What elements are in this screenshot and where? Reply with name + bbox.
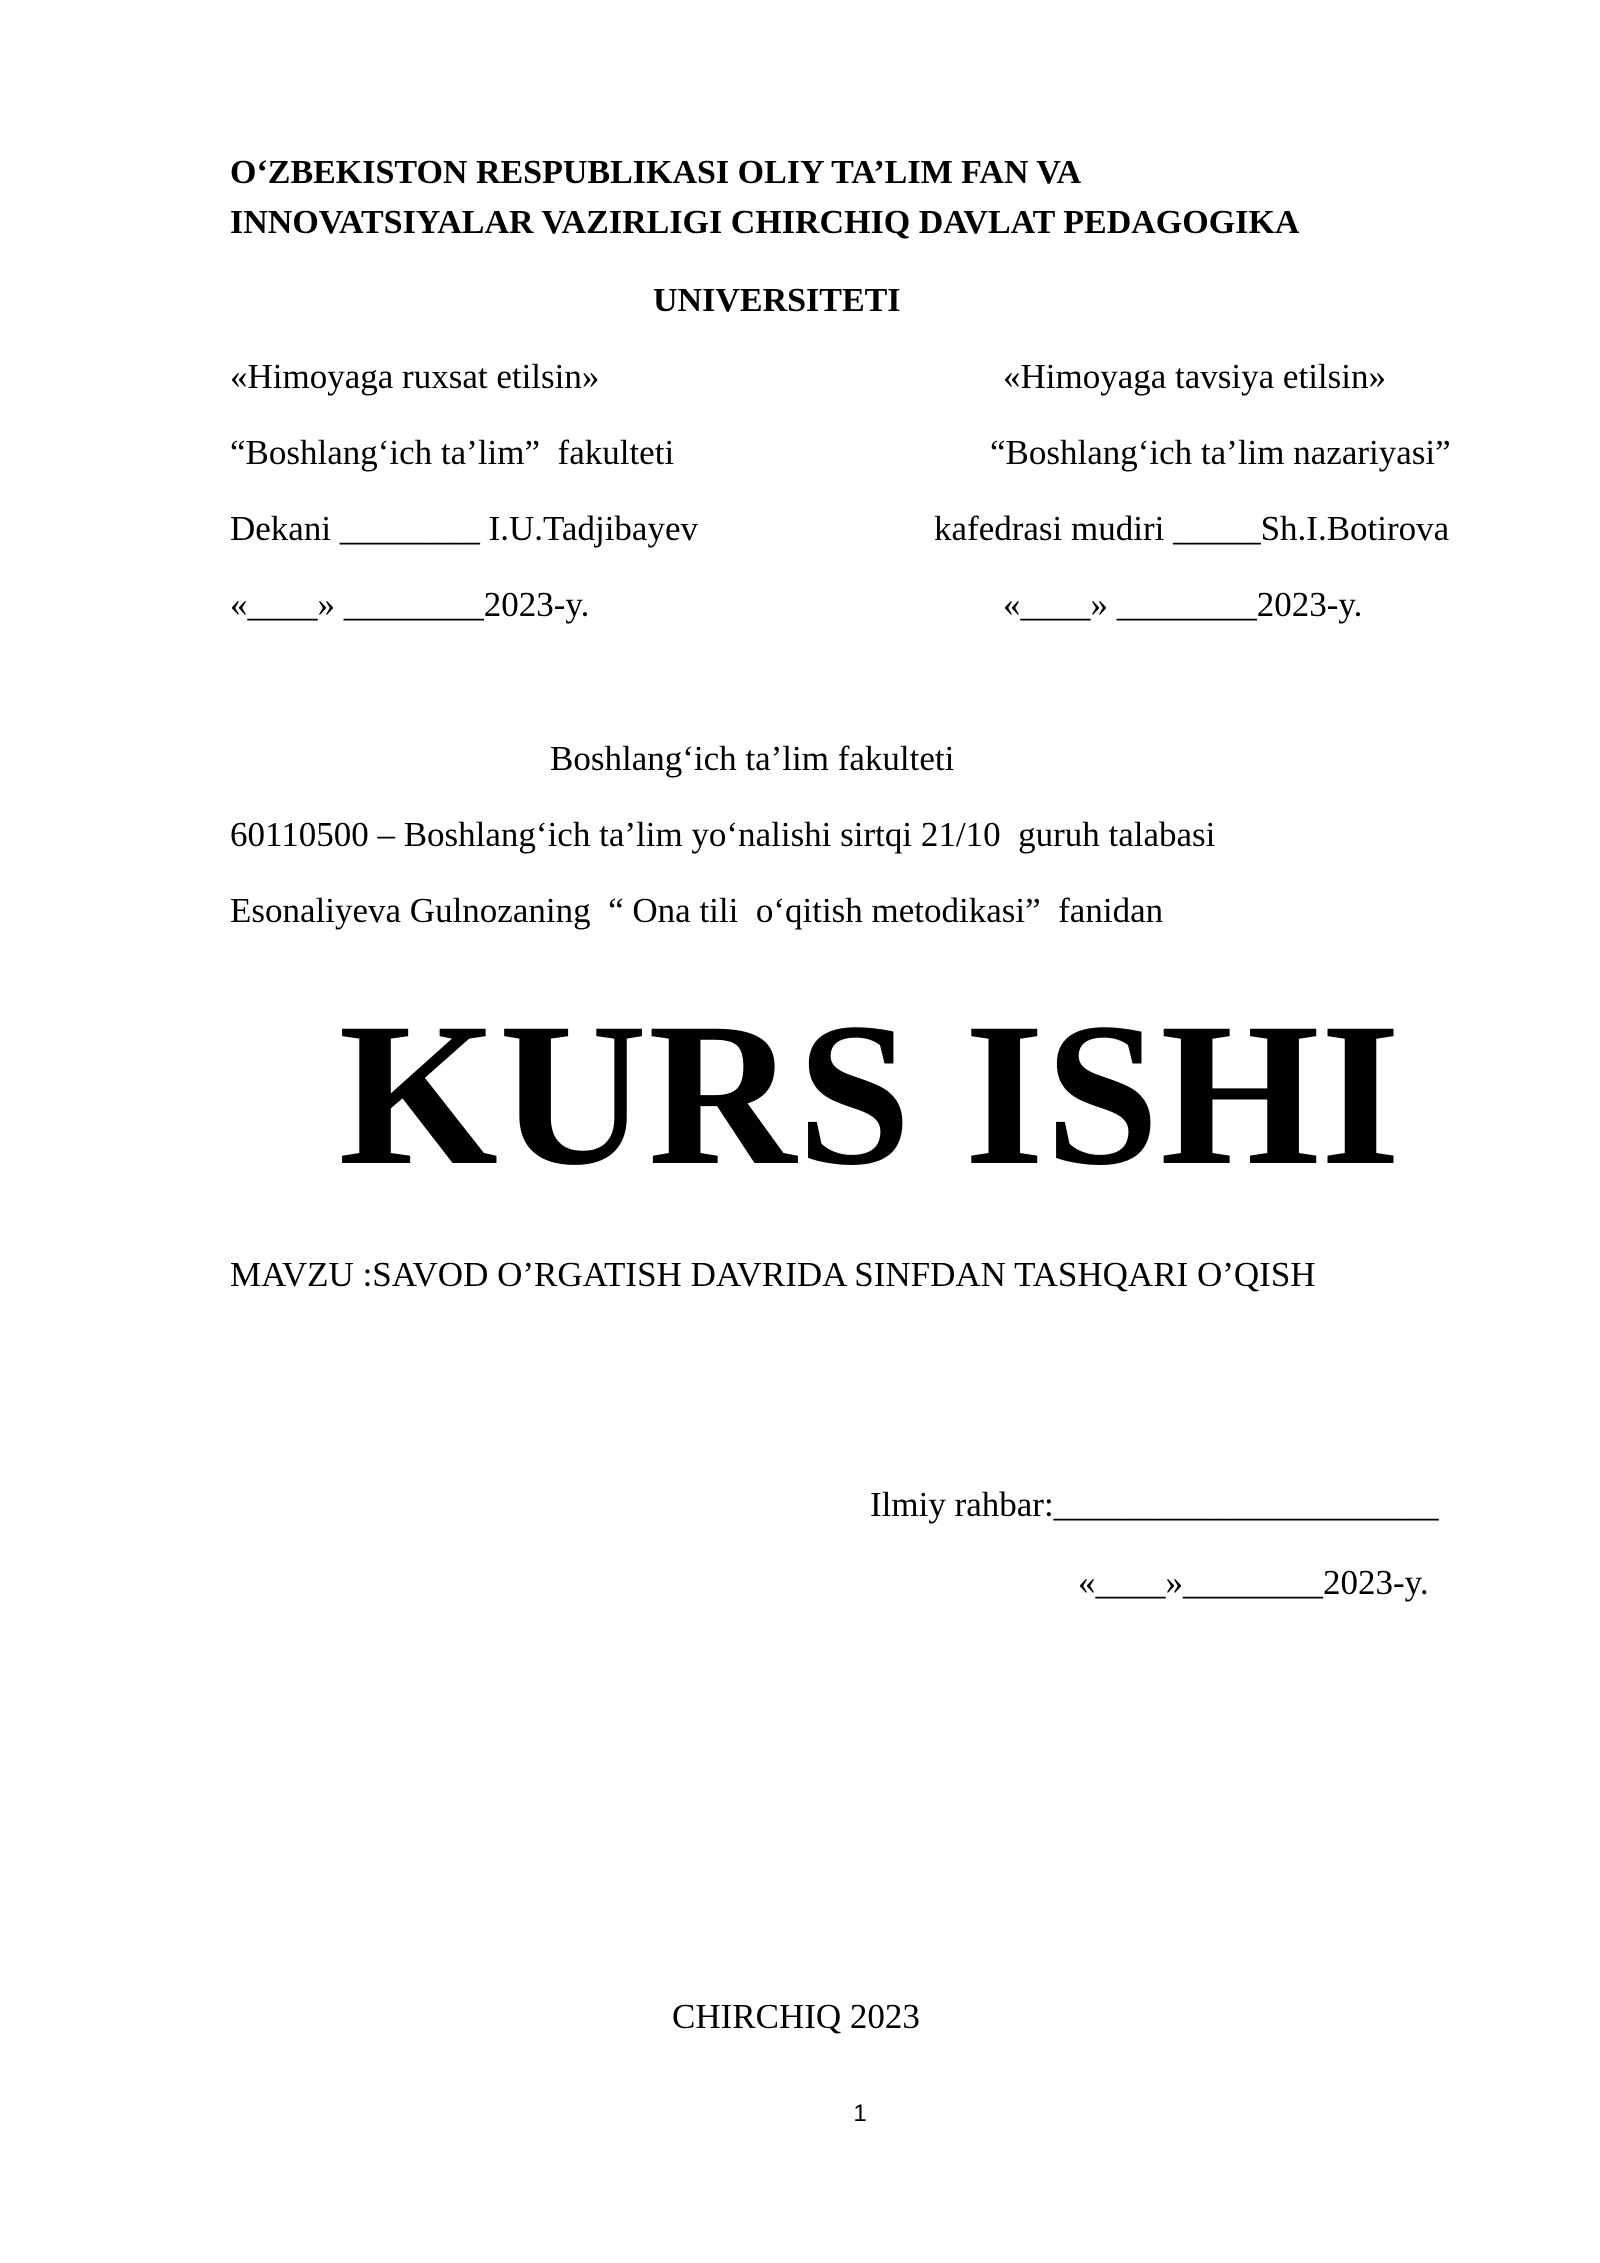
approval-right-head: kafedrasi mudiri _____Sh.I.Botirova	[934, 509, 1450, 548]
approval-left-title: «Himoyaga ruxsat etilsin»	[230, 357, 600, 396]
student-faculty: Boshlang‘ich ta’lim fakulteti	[550, 739, 955, 778]
topic: MAVZU :SAVOD O’RGATISH DAVRIDA SINFDAN TASHQARI O’QISH	[230, 1255, 1316, 1294]
university-name: UNIVERSITETI	[653, 282, 901, 319]
student-program: 60110500 – Boshlang‘ich ta’lim yo‘nalishi sirtqi 21/10 guruh talabasi	[230, 815, 1216, 854]
approval-left-date: «____» ________2023-y.	[230, 585, 590, 624]
ministry-header-line-1: O‘ZBEKISTON RESPUBLIKASI OLIY TA’LIM FAN VA	[230, 154, 1082, 191]
approval-right-date: «____» ________2023-y.	[1003, 585, 1363, 624]
student-name-subject: Esonaliyeva Gulnozaning “ Ona tili o‘qitish metodikasi” fanidan	[230, 891, 1164, 930]
ministry-header-line-2: INNOVATSIYALAR VAZIRLIGI CHIRCHIQ DAVLAT PEDAGOGIKA	[230, 204, 1300, 241]
page-number: 1	[853, 2100, 867, 2127]
document-type-title: KURS ISHI	[338, 981, 1402, 1208]
approval-left-dean: Dekani ________ I.U.Tadjibayev	[230, 509, 698, 548]
supervisor-label: Ilmiy rahbar:______________________	[870, 1485, 1439, 1524]
approval-right-department: “Boshlang‘ich ta’lim nazariyasi”	[990, 433, 1451, 472]
approval-left-faculty: “Boshlang‘ich ta’lim” fakulteti	[230, 433, 675, 472]
approval-right-title: «Himoyaga tavsiya etilsin»	[1003, 357, 1386, 396]
city-year: CHIRCHIQ 2023	[672, 1997, 920, 2036]
supervisor-date: «____»________2023-y.	[1078, 1563, 1429, 1602]
